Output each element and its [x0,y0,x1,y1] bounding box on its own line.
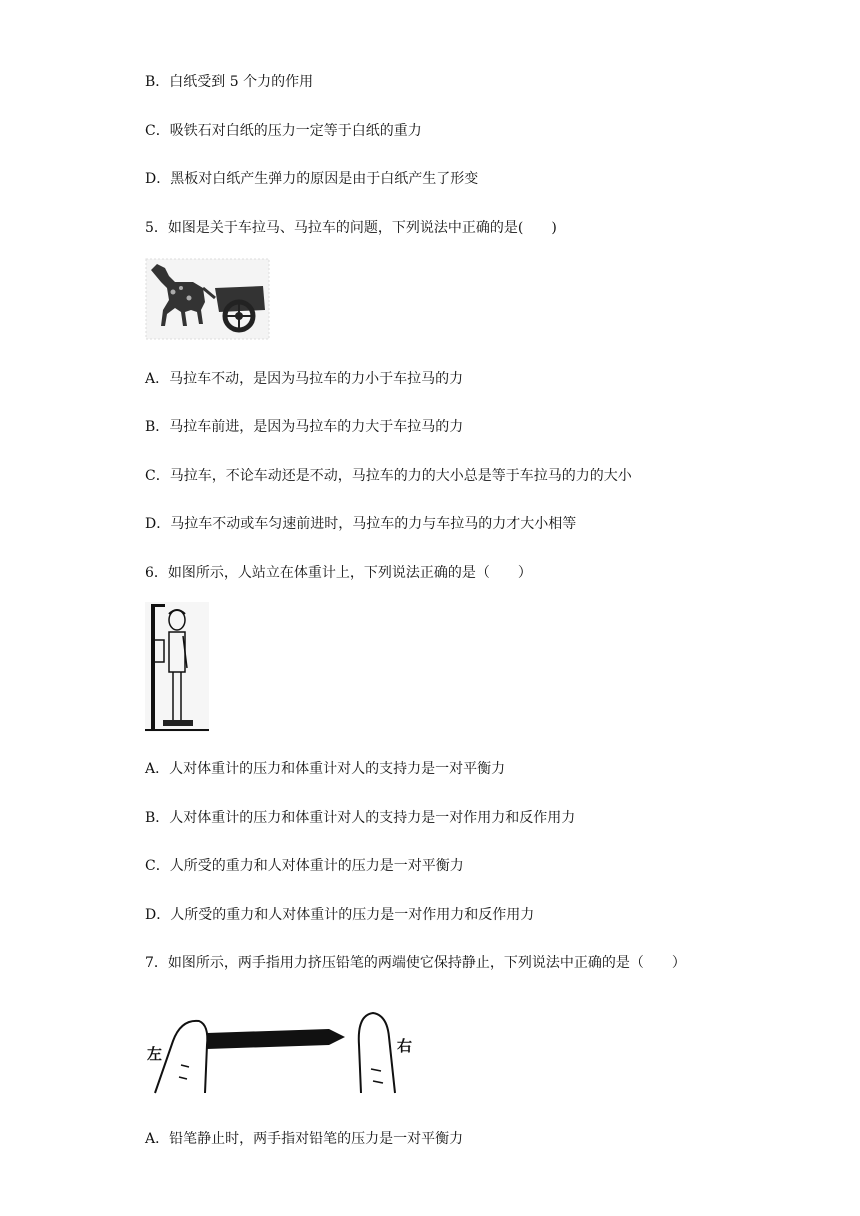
q6-option-a: A．人对体重计的压力和体重计对人的支持力是一对平衡力 [145,761,506,777]
right-label: 右 [397,1037,413,1055]
q4-option-c: C．吸铁石对白纸的压力一定等于白纸的重力 [145,123,422,139]
q4-option-b: B．白纸受到 5 个力的作用 [145,74,314,90]
q5-option-c: C．马拉车，不论车动还是不动，马拉车的力的大小总是等于车拉马的力的大小 [145,468,632,484]
q6-option-c: C．人所受的重力和人对体重计的压力是一对平衡力 [145,858,464,874]
q7-option-a: A．铅笔静止时，两手指对铅笔的压力是一对平衡力 [145,1131,464,1147]
q5-option-d: D．马拉车不动或车匀速前进时，马拉车的力与车拉马的力才大小相等 [145,516,577,532]
q7-stem: 7．如图所示，两手指用力挤压铅笔的两端使它保持静止，下列说法中正确的是（ ） [145,955,686,971]
q4-option-d: D．黑板对白纸产生弹力的原因是由于白纸产生了形变 [145,171,479,187]
horse-cart-figure [145,258,270,340]
q5-option-b: B．马拉车前进，是因为马拉车的力大于车拉马的力 [145,419,464,435]
pencil-fingers-figure [145,1005,420,1095]
q6-option-d: D．人所受的重力和人对体重计的压力是一对作用力和反作用力 [145,907,535,923]
q5-stem: 5．如图是关于车拉马、马拉车的问题，下列说法中正确的是( ) [145,220,557,236]
q6-option-b: B．人对体重计的压力和体重计对人的支持力是一对作用力和反作用力 [145,810,576,826]
person-on-scale-figure [145,602,211,734]
left-label: 左 [147,1045,163,1063]
q5-option-a: A．马拉车不动，是因为马拉车的力小于车拉马的力 [145,371,464,387]
q6-stem: 6．如图所示，人站立在体重计上，下列说法正确的是（ ） [145,565,532,581]
